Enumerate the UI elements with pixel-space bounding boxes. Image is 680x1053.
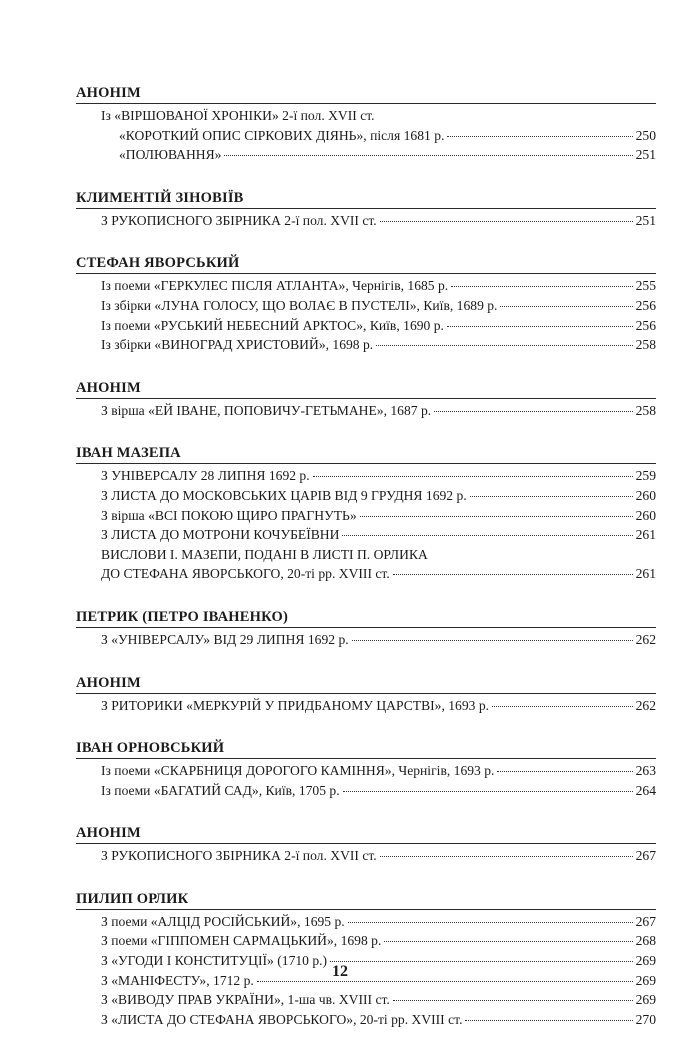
toc-entry[interactable] [76, 564, 656, 584]
toc-entry[interactable] [76, 126, 656, 146]
dot-leader [343, 791, 633, 792]
toc-entry-title: Із поеми «РУСЬКИЙ НЕБЕСНИЙ АРКТОС», Київ, 1690 р. [101, 317, 444, 333]
toc-entry-title: «КОРОТКИЙ ОПИС СІРКОВИХ ДІЯНЬ», після 1681 р. [119, 127, 445, 143]
toc-entry-page-number: 262 [635, 697, 656, 713]
toc-entry[interactable] [76, 211, 656, 231]
section-author-heading: АНОНІМ [76, 379, 656, 399]
toc-entry[interactable] [76, 990, 656, 1010]
dot-leader [342, 535, 632, 536]
section-author-heading: КЛИМЕНТІЙ ЗІНОВІЇВ [76, 189, 656, 209]
section-author-heading: АНОНІМ [76, 824, 656, 844]
toc-entry[interactable] [76, 931, 656, 951]
toc-entry-page-number: 261 [635, 566, 656, 582]
dot-leader [380, 856, 633, 857]
toc-entry[interactable] [76, 466, 656, 486]
dot-leader [434, 411, 632, 412]
toc-entry-title: Із збірки «ВИНОГРАД ХРИСТОВИЙ», 1698 р. [101, 337, 374, 353]
toc-entry-title: З УНІВЕРСАЛУ 28 ЛИПНЯ 1692 р. [101, 468, 310, 484]
page-number: 12 [332, 963, 348, 980]
dot-leader [470, 496, 633, 497]
dot-leader [313, 476, 633, 477]
dot-leader [465, 1020, 632, 1021]
toc-entry[interactable] [76, 630, 656, 650]
toc-entry-title: Із поеми «СКАРБНИЦЯ ДОРОГОГО КАМІННЯ», Чернігів, 1693 р. [101, 763, 495, 779]
section-author-heading: ПЕТРИК (ПЕТРО ІВАНЕНКО) [76, 608, 656, 628]
toc-entry-title: ДО СТЕФАНА ЯВОРСЬКОГО, 20-ті рр. XVIII ст. [101, 566, 390, 582]
dot-leader [447, 326, 633, 327]
toc-entry-title: З «ВИВОДУ ПРАВ УКРАЇНИ», 1-ша чв. XVIII ст. [101, 992, 390, 1008]
toc-entry-page-number: 259 [635, 468, 656, 484]
toc-entry-title: Із поеми «БАГАТИЙ САД», Київ, 1705 р. [101, 782, 340, 798]
dot-leader [360, 516, 633, 517]
toc-entry-page-number: 269 [635, 972, 656, 988]
toc-entry-title: З вірша «ВСІ ПОКОЮ ЩИРО ПРАГНУТЬ» [101, 507, 357, 523]
toc-entry[interactable] [76, 506, 656, 526]
toc-section [76, 890, 656, 1030]
toc-entry-page-number: 269 [635, 992, 656, 1008]
dot-leader [500, 306, 632, 307]
toc-section [76, 824, 656, 866]
toc-entry-page-number: 260 [635, 507, 656, 523]
toc-entry[interactable] [76, 276, 656, 296]
section-author-heading: АНОНІМ [76, 674, 656, 694]
toc-entry[interactable] [76, 696, 656, 716]
dot-leader [451, 286, 632, 287]
dot-leader [348, 922, 633, 923]
toc-entry-title: Із збірки «ЛУНА ГОЛОСУ, ЩО ВОЛАЄ В ПУСТЕЛІ», Київ, 1689 р. [101, 297, 498, 313]
toc-entry-title: З ЛИСТА ДО МОСКОВСЬКИХ ЦАРІВ ВІД 9 ГРУДНЯ 1692 р. [101, 487, 467, 503]
toc-entry-title: Із «ВІРШОВАНОЇ ХРОНІКИ» 2-ї пол. XVII ст. [101, 108, 375, 123]
toc-entry[interactable] [76, 296, 656, 316]
toc-entry-page-number: 268 [635, 933, 656, 949]
toc-section [76, 84, 656, 165]
toc-entry-title: З «УГОДИ І КОНСТИТУЦІЇ» (1710 р.) [101, 953, 328, 969]
toc-entry-page-number: 255 [635, 278, 656, 294]
toc-entry-page-number: 256 [635, 317, 656, 333]
section-author-heading: ІВАН ОРНОВСЬКИЙ [76, 739, 656, 759]
dot-leader [393, 1000, 633, 1001]
toc-section [76, 189, 656, 231]
table-of-contents [76, 84, 656, 1053]
toc-section [76, 739, 656, 800]
toc-entry-page-number: 250 [635, 127, 656, 143]
toc-entry[interactable] [76, 316, 656, 336]
dot-leader [393, 574, 633, 575]
section-author-heading: СТЕФАН ЯВОРСЬКИЙ [76, 254, 656, 274]
toc-entry-title: З поеми «ГІППОМЕН САРМАЦЬКИЙ», 1698 р. [101, 933, 382, 949]
toc-entry-page-number: 256 [635, 297, 656, 313]
toc-entry-page-number: 251 [635, 212, 656, 228]
toc-entry[interactable] [76, 545, 656, 565]
toc-entry[interactable] [76, 401, 656, 421]
toc-entry[interactable] [76, 761, 656, 781]
toc-entry[interactable] [76, 486, 656, 506]
dot-leader [497, 771, 632, 772]
toc-entry-title: З ЛИСТА ДО МОТРОНИ КОЧУБЕЇВНИ [101, 527, 340, 543]
toc-entry-title: З поеми «АЛЦІД РОСІЙСЬКИЙ», 1695 р. [101, 913, 345, 929]
dot-leader [330, 961, 633, 962]
toc-entry-page-number: 269 [635, 953, 656, 969]
toc-entry[interactable] [76, 846, 656, 866]
toc-entry-title: З РУКОПИСНОГО ЗБІРНИКА 2-ї пол. XVII ст. [101, 848, 377, 864]
dot-leader [492, 706, 633, 707]
toc-entry[interactable] [76, 106, 656, 126]
toc-entry-title: З «МАНІФЕСТУ», 1712 р. [101, 972, 254, 988]
toc-entry-title: З вірша «ЕЙ ІВАНЕ, ПОПОВИЧУ-ГЕТЬМАНЕ», 1687 р. [101, 402, 432, 418]
dot-leader [380, 221, 633, 222]
toc-entry-title: ВИСЛОВИ І. МАЗЕПИ, ПОДАНІ В ЛИСТІ П. ОРЛИКА [101, 546, 428, 562]
toc-entry-page-number: 270 [635, 1011, 656, 1027]
toc-entry-title: Із поеми «ГЕРКУЛЕС ПІСЛЯ АТЛАНТА», Чернігів, 1685 р. [101, 278, 449, 294]
toc-entry-page-number: 263 [635, 763, 656, 779]
dot-leader [376, 345, 632, 346]
toc-entry[interactable] [76, 781, 656, 801]
toc-entry-title: З «ЛИСТА ДО СТЕФАНА ЯВОРСЬКОГО», 20-ті рр. XVIII ст. [101, 1011, 463, 1027]
toc-entry-page-number: 262 [635, 631, 656, 647]
dot-leader [352, 640, 633, 641]
toc-entry-page-number: 260 [635, 487, 656, 503]
toc-entry[interactable] [76, 145, 656, 165]
toc-section [76, 444, 656, 584]
toc-entry-title: З «УНІВЕРСАЛУ» ВІД 29 ЛИПНЯ 1692 р. [101, 631, 349, 647]
toc-section [76, 254, 656, 354]
toc-entry-page-number: 251 [635, 147, 656, 163]
toc-entry[interactable] [76, 525, 656, 545]
toc-section [76, 379, 656, 421]
dot-leader [224, 155, 632, 156]
toc-entry[interactable] [76, 912, 656, 932]
toc-entry[interactable] [76, 335, 656, 355]
toc-entry-page-number: 267 [635, 913, 656, 929]
toc-entry-page-number: 258 [635, 337, 656, 353]
section-author-heading: АНОНІМ [76, 84, 656, 104]
toc-entry-page-number: 264 [635, 782, 656, 798]
toc-section [76, 674, 656, 716]
dot-leader [384, 941, 632, 942]
toc-entry-page-number: 258 [635, 402, 656, 418]
toc-entry-title: З РИТОРИКИ «МЕРКУРІЙ У ПРИДБАНОМУ ЦАРСТВІ», 1693 р. [101, 697, 490, 713]
toc-entry[interactable] [76, 1010, 656, 1030]
toc-entry-page-number: 267 [635, 848, 656, 864]
toc-entry-page-number: 261 [635, 527, 656, 543]
section-author-heading: ІВАН МАЗЕПА [76, 444, 656, 464]
toc-entry-title: З РУКОПИСНОГО ЗБІРНИКА 2-ї пол. XVII ст. [101, 212, 377, 228]
section-author-heading: ПИЛИП ОРЛИК [76, 890, 656, 910]
toc-entry-title: «ПОЛЮВАННЯ» [119, 147, 222, 163]
dot-leader [447, 136, 632, 137]
toc-section [76, 608, 656, 650]
